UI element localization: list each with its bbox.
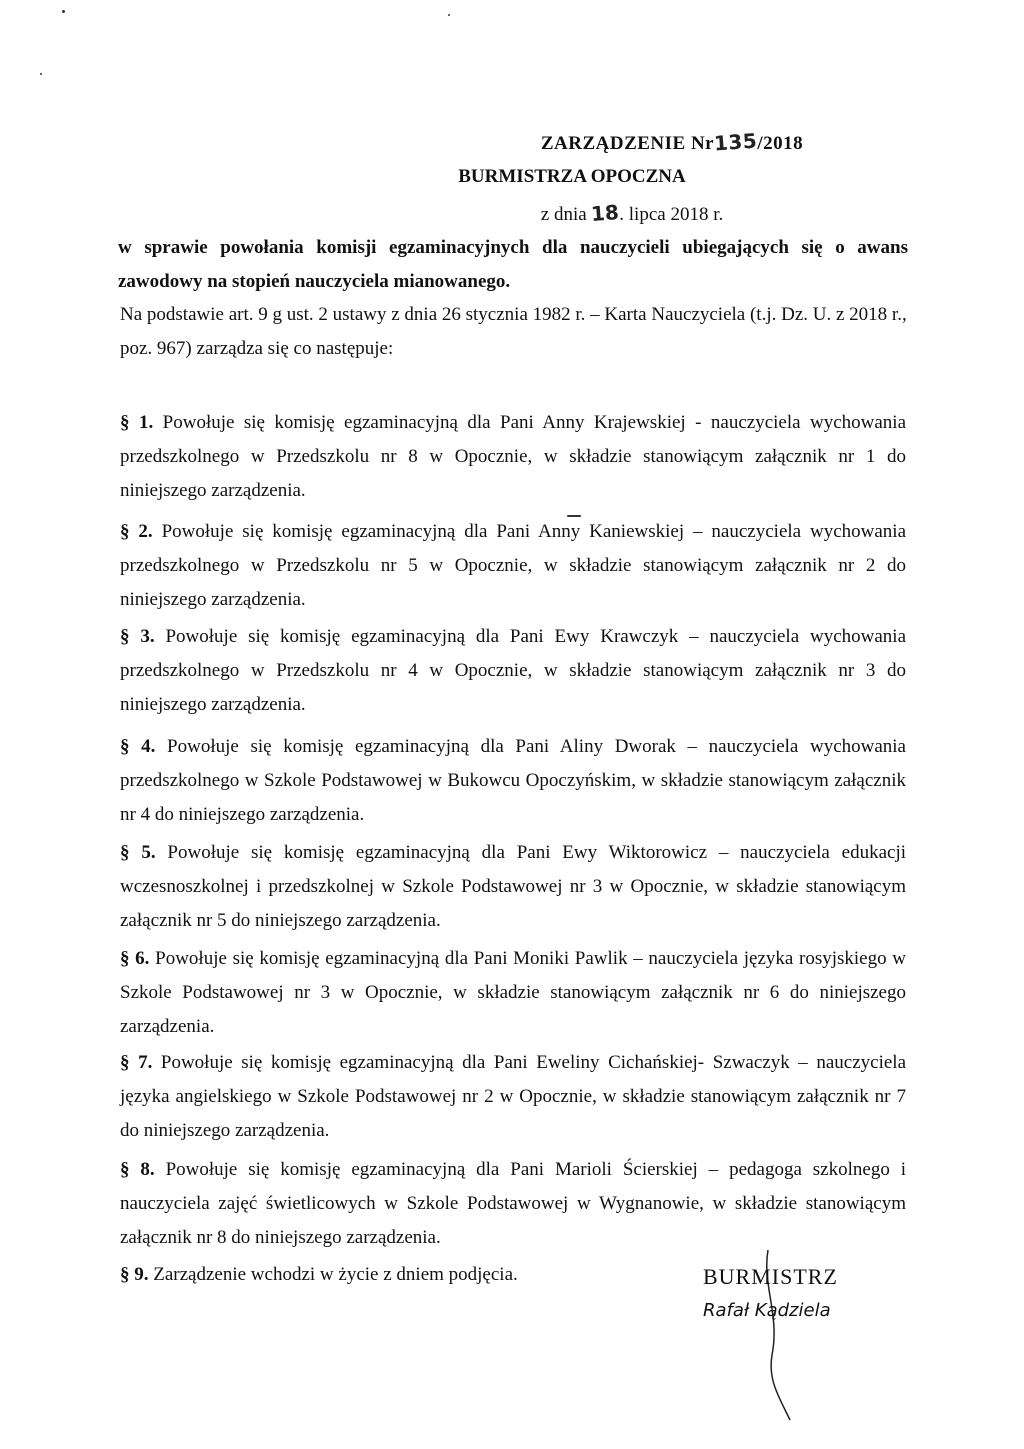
paragraph-text: Powołuje się komisję egzaminacyjną dla Pani Anny Krajewskiej - nauczyciela wychowania przedszkolnego w Przedszkolu nr 8 w Opocznie, w składzie stanowiącym załącznik nr 1 do niniejszego zarządzenia. (120, 412, 907, 501)
handwritten-number: 135 (713, 128, 759, 156)
paragraph-2 (120, 515, 906, 617)
section-number: § 7. (120, 1052, 153, 1073)
paragraph-3 (120, 620, 906, 722)
document-date (120, 201, 1024, 226)
date-suffix: . lipca 2018 r. (619, 204, 724, 225)
signature-block (703, 1264, 903, 1321)
paragraph-text: Powołuje się komisję egzaminacyjną dla Pani Ewy Wiktorowicz – nauczyciela edukacji wczesnoszkolnej i przedszkolnej w Szkole Podstawowej nr 3 w Opocznie, w składzie stanowiącym załącznik nr 5 do niniejszego zarządzenia. (120, 842, 907, 931)
issuer: BURMISTRZA OPOCZNA (458, 166, 686, 187)
section-number: § 5. (120, 842, 156, 863)
scan-speck (40, 73, 42, 75)
title-prefix: ZARZĄDZENIE Nr (540, 133, 715, 154)
section-number: § 4. (120, 736, 156, 757)
signature-title: BURMISTRZ (703, 1264, 838, 1289)
section-number: § 6. (120, 948, 150, 969)
scan-speck (62, 10, 65, 13)
paragraph-text: Zarządzenie wchodzi w życie z dniem podjęcia. (153, 1264, 518, 1285)
title-suffix: /2018 (757, 133, 804, 154)
date-prefix: z dnia (540, 204, 587, 225)
paragraph-text: Powołuje się komisję egzaminacyjną dla Pani Marioli Ścierskiej – pedagoga szkolnego i nauczyciela zajęć świetlicowych w Szkole Podstawowej w Wygnanowie, w składzie stanowiącym załącznik nr 8 do niniejszego zarządzenia. (120, 1159, 906, 1248)
legal-basis: Na podstawie art. 9 g ust. 2 ustawy z dnia 26 stycznia 1982 r. – Karta Nauczyciela (t.j. Dz. U. z 2018 r., poz. 967) zarządza się co następuje: (120, 304, 907, 359)
paragraph-4 (120, 730, 906, 832)
paragraph-text: Powołuje się komisję egzaminacyjną dla Pani Eweliny Cichańskiej- Szwaczyk – nauczyciela języka angielskiego w Szkole Podstawowej nr 2 w Opocznie, w składzie stanowiącym załącznik nr 7 do niniejszego zarządzenia. (120, 1052, 906, 1141)
paragraph-1 (120, 406, 906, 508)
signature-name: Rafał Kądziela (703, 1300, 831, 1321)
handwritten-day: 18 (590, 200, 621, 226)
paragraph-9 (120, 1258, 680, 1292)
subject: w sprawie powołania komisji egzaminacyjnych dla nauczycieli ubiegających się o awans zawodowy na stopień nauczyciela mianowanego. (118, 237, 908, 292)
paragraph-7 (120, 1046, 906, 1148)
section-number: § 9. (120, 1264, 149, 1285)
paragraph-text: Powołuje się komisję egzaminacyjną dla Pani Ewy Krawczyk – nauczyciela wychowania przedszkolnego w Przedszkolu nr 4 w Opocznie, w składzie stanowiącym załącznik nr 3 do niniejszego zarządzenia. (120, 626, 907, 715)
paragraph-text: Powołuje się komisję egzaminacyjną dla Pani Aliny Dworak – nauczyciela wychowania przedszkolnego w Szkole Podstawowej w Bukowcu Opoczyńskim, w składzie stanowiącym załącznik nr 4 do niniejszego zarządzenia. (120, 736, 906, 825)
paragraph-5 (120, 836, 906, 938)
paragraph-text: Powołuje się komisję egzaminacyjną dla Pani Anny Kaniewskiej – nauczyciela wychowania przedszkolnego w Przedszkolu nr 5 w Opocznie, w składzie stanowiącym załącznik nr 2 do niniejszego zarządzenia. (120, 521, 907, 610)
scan-speck (448, 14, 450, 16)
section-number: § 1. (120, 412, 154, 433)
section-number: § 3. (120, 626, 155, 647)
document-title (160, 130, 1024, 155)
paragraph-8 (120, 1153, 906, 1255)
section-number: § 8. (120, 1159, 155, 1180)
section-number: § 2. (120, 521, 153, 542)
paragraph-text: Powołuje się komisję egzaminacyjną dla Pani Moniki Pawlik – nauczyciela języka rosyjskiego w Szkole Podstawowej nr 3 w Opocznie, w składzie stanowiącym załącznik nr 6 do niniejszego zarządzenia. (120, 948, 907, 1037)
paragraph-6 (120, 942, 906, 1044)
